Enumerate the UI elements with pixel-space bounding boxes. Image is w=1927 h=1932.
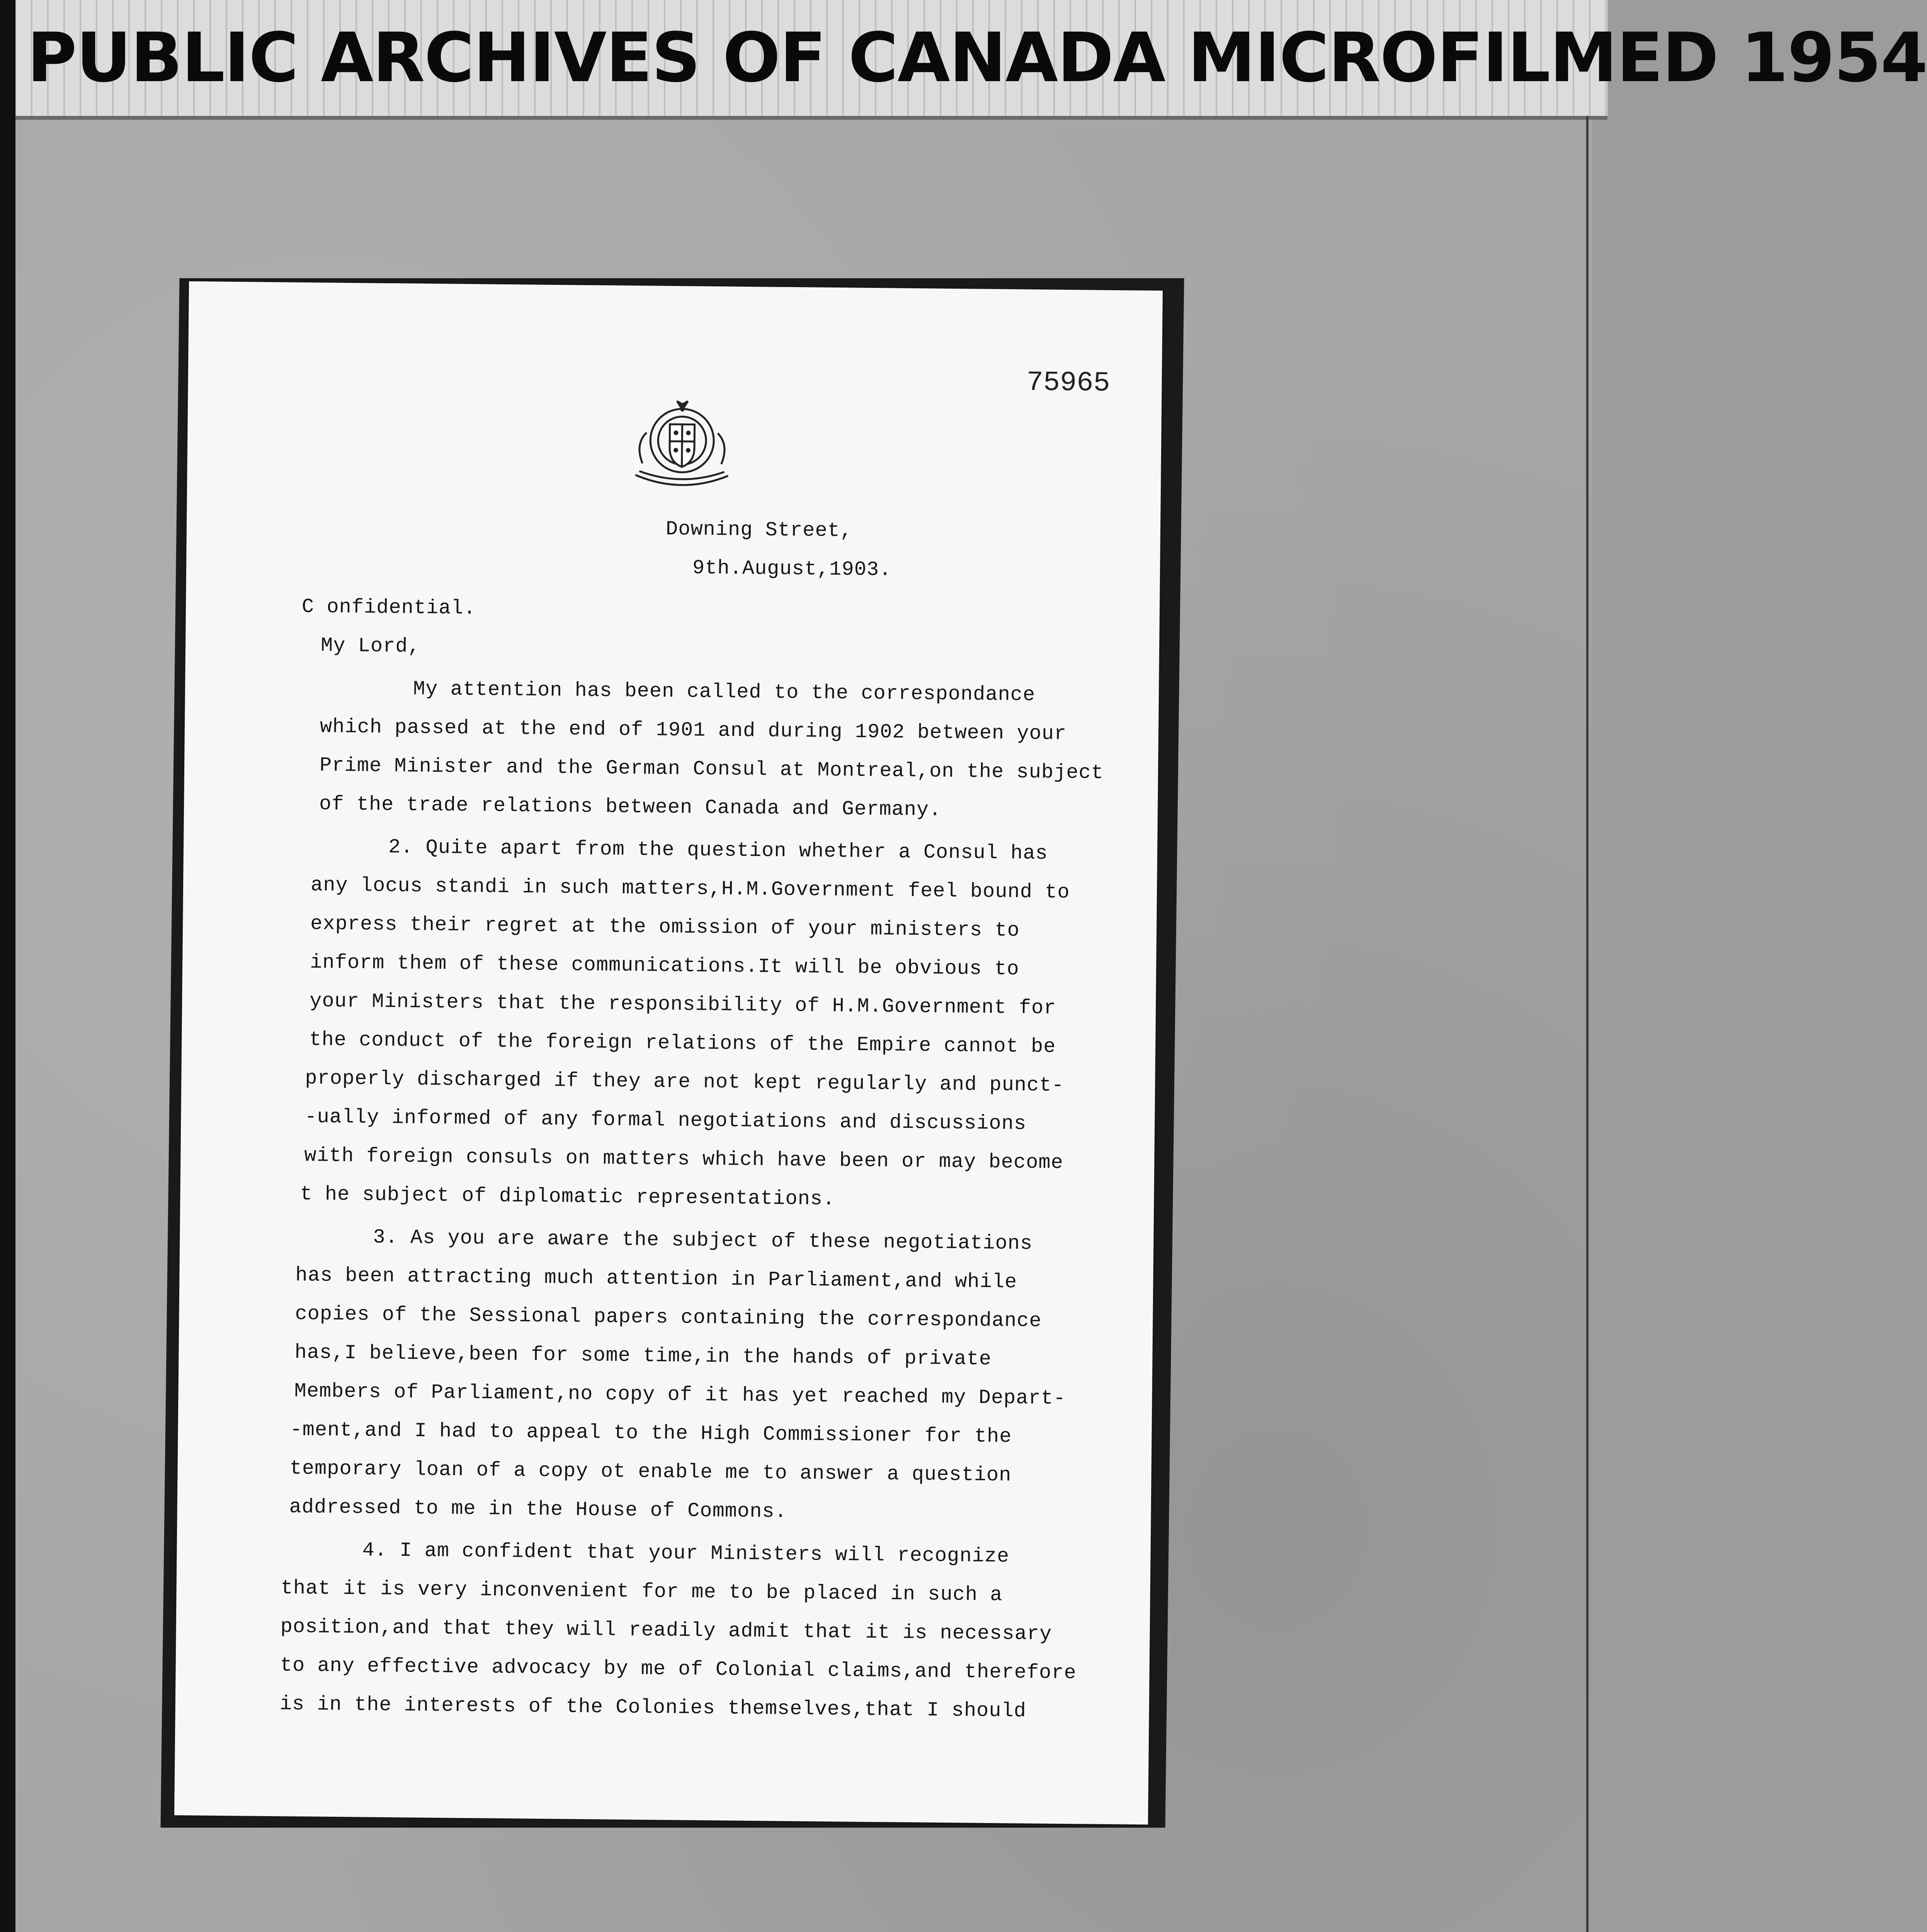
letter-line: of the trade relations between Canada and Germany.	[319, 793, 942, 821]
film-left-edge	[0, 116, 15, 1932]
letter-line: Prime Minister and the German Consul at Montreal,on the subject	[319, 754, 1104, 784]
letter-line: 4. I am confident that your Ministers will recognize	[362, 1539, 1010, 1568]
letter-line: addressed to me in the House of Commons.	[289, 1495, 787, 1523]
letter-line: the conduct of the foreign relations of the Empire cannot be	[309, 1028, 1056, 1058]
letter-line: has been attracting much attention in Parliament,and while	[295, 1264, 1017, 1294]
letter-line: has,I believe,been for some time,in the hands of private	[294, 1341, 992, 1371]
letter-address: Downing Street,	[665, 517, 853, 543]
letter-line: is in the interests of the Colonies themselves,that I should	[279, 1692, 1027, 1723]
letter-salutation: My Lord,	[320, 634, 420, 658]
film-right-rule	[1586, 116, 1589, 1932]
letter-line: 3. As you are aware the subject of these negotiations	[373, 1226, 1033, 1255]
letter-line: to any effective advocacy by me of Colonial claims,and therefore	[280, 1654, 1077, 1685]
letter-line: position,and that they will readily admit that it is necessary	[280, 1615, 1052, 1646]
letter-line: which passed at the end of 1901 and during 1902 between your	[320, 715, 1067, 745]
letter-line: 2. Quite apart from the question whether a Consul has	[388, 836, 1048, 865]
letter-page	[174, 281, 1163, 1825]
document-number: 75965	[1026, 366, 1111, 399]
letter-date: 9th.August,1903.	[692, 556, 892, 582]
letter-line: properly discharged if they are not kept regularly and punct-	[305, 1066, 1065, 1097]
letter-line: -ually informed of any formal negotiations and discussions	[304, 1105, 1027, 1135]
banner-title: PUBLIC ARCHIVES OF CANADA MICROFILMED 1954	[27, 18, 1927, 97]
letter-line: Members of Parliament,no copy of it has yet reached my Depart-	[294, 1379, 1066, 1410]
canada-coat-of-arms-icon	[624, 394, 740, 495]
letter-classification: C onfidential.	[301, 595, 476, 620]
letter-line: your Ministers that the responsibility of H.M.Government for	[309, 990, 1056, 1020]
letter-line: -ment,and I had to appeal to the High Commissioner for the	[290, 1418, 1012, 1448]
letter-line: with foreign consuls on matters which have been or may become	[304, 1144, 1064, 1174]
letter-line: temporary loan of a copy ot enable me to answer a question	[289, 1457, 1012, 1487]
letter-line: copies of the Sessional papers containing the correspondance	[295, 1302, 1042, 1333]
letter-line: t he subject of diplomatic representations.	[300, 1182, 835, 1211]
microfilm-header-banner	[0, 0, 1927, 120]
letter-line: any locus standi in such matters,H.M.Government feel bound to	[310, 874, 1070, 904]
letter-line: My attention has been called to the correspondance	[413, 677, 1036, 707]
letter-line: inform them of these communications.It will be obvious to	[310, 951, 1020, 981]
letter-line: that it is very inconvenient for me to be placed in such a	[281, 1577, 1003, 1607]
film-edge	[0, 0, 15, 116]
letter-line: express their regret at the omission of your ministers to	[310, 912, 1020, 942]
